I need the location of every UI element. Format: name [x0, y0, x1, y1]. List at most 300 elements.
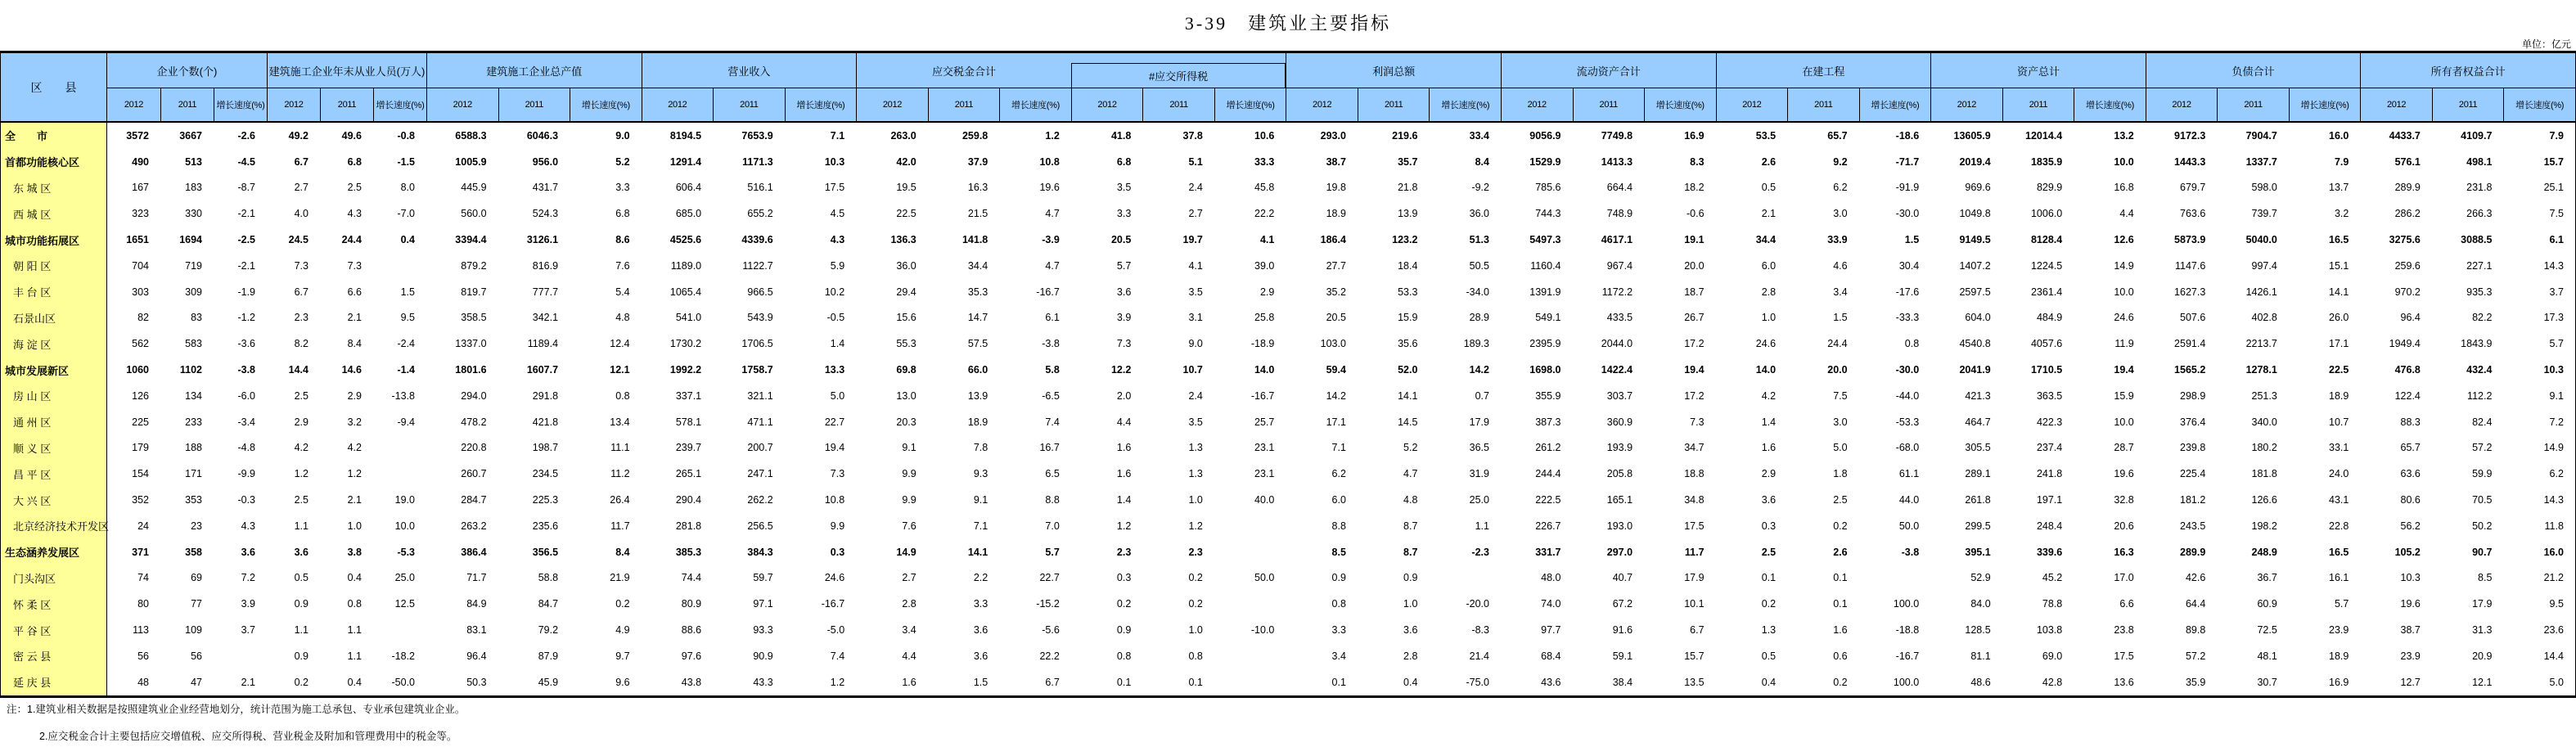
- data-cell: 183: [185, 182, 202, 194]
- data-cell: 1801.6: [455, 364, 487, 376]
- data-cell: 87.9: [538, 650, 559, 662]
- data-cell: 2.7: [1188, 208, 1203, 220]
- data-cell: 2213.7: [2245, 338, 2277, 350]
- data-cell: 8.5: [2478, 572, 2493, 584]
- data-cell: 1.2: [1116, 520, 1132, 532]
- data-cell: 17.9: [1684, 572, 1705, 584]
- statistics-table: [0, 51, 2576, 698]
- data-cell: 576.1: [2394, 155, 2421, 168]
- region-label: 房 山 区: [1, 383, 107, 409]
- data-cell: 748.9: [1606, 208, 1633, 220]
- data-cell: 16.9: [1684, 129, 1705, 142]
- subheader-cell: 2011: [498, 88, 570, 121]
- data-cell: 281.8: [675, 520, 702, 532]
- data-cell: -10.0: [1250, 624, 1275, 637]
- data-cell: 90.9: [753, 650, 773, 662]
- data-cell: 0.2: [1761, 598, 1777, 610]
- data-cell: 1992.2: [669, 364, 702, 376]
- data-cell: 3.6: [294, 546, 308, 558]
- data-cell: 112.2: [2467, 389, 2493, 402]
- data-cell: 7.5: [2549, 208, 2564, 220]
- region-label: 生态涵养发展区: [1, 539, 107, 565]
- subheader-cell: 2012: [267, 88, 320, 121]
- data-cell: 1.1: [347, 624, 362, 637]
- data-cell: 7.1: [830, 129, 845, 142]
- data-cell: 739.7: [2251, 208, 2277, 220]
- data-cell: 56: [191, 650, 202, 662]
- data-cell: 67.2: [1612, 598, 1633, 610]
- data-cell: 997.4: [2251, 259, 2277, 272]
- data-cell: 32.8: [2114, 494, 2134, 506]
- data-cell: -16.7: [1250, 389, 1275, 402]
- data-cell: [1214, 539, 1286, 565]
- data-cell: -1.2: [237, 312, 255, 324]
- data-cell: 0.4: [400, 234, 415, 246]
- data-cell: 16.1: [2329, 572, 2349, 584]
- data-cell: 719: [185, 259, 202, 272]
- data-cell: 181.2: [2180, 494, 2206, 506]
- data-cell: 9.5: [2549, 598, 2564, 610]
- data-cell: 83: [191, 312, 202, 324]
- data-cell: 11.2: [610, 468, 630, 480]
- table-row: [1, 409, 2575, 435]
- data-cell: 8.6: [615, 234, 630, 246]
- data-cell: 421.8: [532, 416, 559, 428]
- data-cell: 1171.3: [742, 155, 773, 168]
- data-cell: 69.8: [896, 364, 916, 376]
- region-label: 北京经济技术开发区: [1, 513, 107, 539]
- data-cell: 9.6: [615, 676, 630, 688]
- data-cell: 4.0: [294, 208, 308, 220]
- data-cell: 358.5: [461, 312, 487, 324]
- data-cell: 97.1: [753, 598, 773, 610]
- data-cell: 9149.5: [1959, 234, 1991, 246]
- data-cell: 10.3: [824, 155, 845, 168]
- data-cell: 26.7: [1684, 312, 1705, 324]
- data-cell: 7.2: [2549, 416, 2564, 428]
- data-cell: 14.2: [1469, 364, 1489, 376]
- data-cell: 14.9: [896, 546, 916, 558]
- data-cell: 4540.8: [1959, 338, 1991, 350]
- data-cell: 14.1: [967, 546, 989, 558]
- data-cell: 3.6: [1761, 494, 1777, 506]
- data-cell: 6.0: [1761, 259, 1777, 272]
- data-cell: 38.4: [1612, 676, 1633, 688]
- data-cell: 339.6: [2036, 546, 2063, 558]
- data-cell: 51.3: [1469, 234, 1489, 246]
- data-cell: 103.0: [1320, 338, 1346, 350]
- column-group-header: [856, 53, 1071, 88]
- column-group-header: [642, 53, 857, 88]
- data-cell: 24.6: [2114, 312, 2134, 324]
- data-cell: 1.6: [1833, 624, 1848, 637]
- data-cell: 543.9: [747, 312, 773, 324]
- data-cell: 12.1: [2472, 676, 2493, 688]
- data-cell: 4.3: [830, 234, 845, 246]
- data-cell: 395.1: [1965, 546, 1991, 558]
- data-cell: 82: [137, 312, 149, 324]
- data-cell: -2.1: [237, 208, 255, 220]
- data-cell: 43.1: [2329, 494, 2349, 506]
- data-cell: 20.5: [1326, 312, 1346, 324]
- data-cell: -5.3: [397, 546, 415, 558]
- data-cell: 4.4: [2119, 208, 2134, 220]
- data-cell: 1337.7: [2245, 155, 2277, 168]
- data-cell: -44.0: [1895, 389, 1920, 402]
- data-cell: 48: [137, 676, 149, 688]
- data-cell: 0.8: [1904, 338, 1920, 350]
- data-cell: 14.1: [1398, 389, 1418, 402]
- column-group-header: [1930, 53, 2146, 88]
- data-cell: -71.7: [1895, 155, 1920, 168]
- data-cell: 171: [185, 468, 202, 480]
- data-cell: 309: [185, 286, 202, 298]
- data-cell: -2.4: [397, 338, 415, 350]
- data-cell: 17.5: [1684, 520, 1705, 532]
- data-cell: 3.2: [2334, 208, 2349, 220]
- subheader-cell: 2012: [642, 88, 714, 121]
- table-row: [1, 331, 2575, 357]
- subheader-cell: 2011: [1358, 88, 1430, 121]
- data-cell: [373, 461, 426, 487]
- data-cell: 3.5: [1188, 286, 1203, 298]
- data-cell: 22.7: [824, 416, 845, 428]
- data-cell: -3.8: [1042, 338, 1060, 350]
- data-cell: 3.7: [2549, 286, 2564, 298]
- region-label: 城市功能拓展区: [1, 227, 107, 253]
- data-cell: 20.0: [1827, 364, 1848, 376]
- data-cell: 3.5: [1116, 182, 1132, 194]
- data-cell: -3.8: [1901, 546, 1920, 558]
- data-cell: 19.8: [1326, 182, 1346, 194]
- data-cell: 36.5: [1469, 442, 1489, 454]
- data-cell: 1.4: [1116, 494, 1132, 506]
- data-cell: 0.1: [1188, 676, 1203, 688]
- data-cell: 9.9: [902, 494, 916, 506]
- data-cell: 3.4: [1331, 650, 1346, 662]
- data-cell: 6.2: [1331, 468, 1346, 480]
- data-cell: 165.1: [1606, 494, 1633, 506]
- data-cell: 18.4: [1398, 259, 1418, 272]
- data-cell: 2019.4: [1959, 155, 1991, 168]
- data-cell: 9.1: [973, 494, 989, 506]
- data-cell: 19.4: [824, 442, 845, 454]
- data-cell: 1.2: [1045, 129, 1060, 142]
- data-cell: 0.9: [1331, 572, 1346, 584]
- subheader-cell: 增长速度(%): [999, 88, 1071, 121]
- data-cell: 59.4: [1326, 364, 1346, 376]
- data-cell: 1835.9: [2030, 155, 2063, 168]
- data-cell: 12.5: [394, 598, 415, 610]
- region-label: 密 云 县: [1, 643, 107, 669]
- data-cell: 16.9: [2329, 676, 2349, 688]
- data-cell: 0.5: [294, 572, 308, 584]
- data-cell: 1337.0: [455, 338, 487, 350]
- data-cell: 5.9: [830, 259, 845, 272]
- data-cell: 1.6: [1116, 442, 1132, 454]
- data-cell: 45.8: [1254, 182, 1275, 194]
- data-cell: 1391.9: [1529, 286, 1561, 298]
- table-row: [1, 435, 2575, 461]
- subheader-cell: 增长速度(%): [2503, 88, 2575, 121]
- data-cell: 2395.9: [1529, 338, 1561, 350]
- subheader-cell: 2011: [2217, 88, 2289, 121]
- data-cell: 1.8: [1833, 468, 1848, 480]
- data-cell: 2.4: [1188, 389, 1203, 402]
- data-cell: 1627.3: [2174, 286, 2206, 298]
- data-cell: 342.1: [532, 312, 559, 324]
- data-cell: 0.8: [1188, 650, 1203, 662]
- data-cell: 0.4: [1403, 676, 1418, 688]
- data-cell: 7653.9: [741, 129, 773, 142]
- region-label: 顺 义 区: [1, 435, 107, 461]
- data-cell: 490: [132, 155, 149, 168]
- data-cell: 88.3: [2400, 416, 2421, 428]
- data-cell: 24.6: [824, 572, 845, 584]
- data-cell: 17.2: [1684, 389, 1705, 402]
- region-label: 城市发展新区: [1, 357, 107, 383]
- data-cell: 78.8: [2042, 598, 2063, 610]
- data-cell: 5873.9: [2174, 234, 2206, 246]
- data-cell: 2597.5: [1959, 286, 1991, 298]
- table-row: [1, 539, 2575, 565]
- data-cell: -30.0: [1895, 208, 1920, 220]
- data-cell: 524.3: [532, 208, 559, 220]
- region-label: 西 城 区: [1, 200, 107, 227]
- data-cell: 33.4: [1469, 129, 1489, 142]
- data-cell: 265.1: [675, 468, 702, 480]
- data-cell: 179: [132, 442, 149, 454]
- data-cell: 0.9: [1403, 572, 1418, 584]
- data-cell: 2.5: [294, 389, 308, 402]
- data-cell: 1949.4: [2389, 338, 2421, 350]
- data-cell: 220.8: [461, 442, 487, 454]
- table-row: [1, 591, 2575, 617]
- data-cell: 225.4: [2180, 468, 2206, 480]
- data-cell: 43.3: [753, 676, 773, 688]
- data-cell: 14.4: [288, 364, 308, 376]
- data-cell: 262.2: [747, 494, 773, 506]
- data-cell: 289.9: [2394, 182, 2421, 194]
- data-cell: -7.0: [397, 208, 415, 220]
- table-header: [1, 53, 2575, 123]
- data-cell: 3126.1: [526, 234, 559, 246]
- data-cell: 879.2: [461, 259, 487, 272]
- data-cell: 1102: [179, 364, 202, 376]
- data-cell: 244.4: [1535, 468, 1561, 480]
- data-cell: 69: [191, 572, 202, 584]
- data-cell: 10.0: [2114, 416, 2134, 428]
- data-cell: 38.7: [1326, 155, 1346, 168]
- data-cell: 23: [191, 520, 202, 532]
- data-cell: 59.7: [753, 572, 773, 584]
- data-cell: 1.2: [347, 468, 362, 480]
- data-cell: 289.9: [2180, 546, 2206, 558]
- data-cell: 7.4: [1045, 416, 1060, 428]
- data-cell: 7.8: [973, 442, 989, 454]
- data-cell: 3394.4: [455, 234, 487, 246]
- subheader-cell: 2011: [320, 88, 373, 121]
- column-group-label: 营业收入: [727, 65, 771, 78]
- data-cell: 3.9: [1116, 312, 1132, 324]
- data-cell: 4.7: [1045, 259, 1060, 272]
- data-cell: 297.0: [1606, 546, 1633, 558]
- data-cell: 167: [132, 182, 149, 194]
- data-cell: 0.2: [294, 676, 308, 688]
- data-cell: 189.3: [1463, 338, 1489, 350]
- data-cell: [373, 253, 426, 279]
- data-cell: 363.5: [2036, 389, 2063, 402]
- data-cell: 17.2: [1684, 338, 1705, 350]
- region-label: 全 市: [1, 123, 107, 149]
- data-cell: 13605.9: [1953, 129, 1991, 142]
- data-cell: 21.2: [2543, 572, 2564, 584]
- data-cell: 606.4: [675, 182, 702, 194]
- data-cell: 785.6: [1535, 182, 1561, 194]
- data-cell: 11.8: [2544, 520, 2564, 532]
- data-cell: 0.3: [830, 546, 845, 558]
- data-cell: 3.6: [1403, 624, 1418, 637]
- data-cell: 1706.5: [741, 338, 773, 350]
- data-cell: 15.6: [896, 312, 916, 324]
- data-cell: 9056.9: [1529, 129, 1561, 142]
- data-cell: 10.3: [2543, 364, 2564, 376]
- data-cell: 17.1: [2329, 338, 2349, 350]
- data-cell: 2.8: [1403, 650, 1418, 662]
- data-cell: 2.0: [1116, 389, 1132, 402]
- data-cell: 3.3: [973, 598, 989, 610]
- data-cell: 13.0: [896, 389, 916, 402]
- data-cell: 1.1: [294, 520, 308, 532]
- data-cell: 14.5: [1398, 416, 1418, 428]
- data-cell: 261.8: [1965, 494, 1991, 506]
- data-cell: 1006.0: [2030, 208, 2063, 220]
- data-cell: 7.9: [2334, 155, 2349, 168]
- data-cell: 44.0: [1898, 494, 1920, 506]
- data-cell: 14.0: [1254, 364, 1275, 376]
- data-cell: [1214, 643, 1286, 669]
- data-cell: 3.8: [347, 546, 362, 558]
- data-cell: 6.1: [2549, 234, 2564, 246]
- data-cell: 3.9: [241, 598, 255, 610]
- data-cell: 1710.5: [2030, 364, 2063, 376]
- data-cell: 4525.6: [669, 234, 702, 246]
- data-cell: 23.6: [2543, 624, 2564, 637]
- data-cell: 5.2: [615, 155, 630, 168]
- column-group-label: 利润总额: [1372, 65, 1416, 78]
- data-cell: 9.9: [902, 468, 916, 480]
- data-cell: 2.5: [347, 182, 362, 194]
- data-cell: 9.1: [2549, 389, 2564, 402]
- data-cell: 4.3: [241, 520, 255, 532]
- data-cell: 1422.4: [1601, 364, 1633, 376]
- data-cell: -0.6: [1687, 208, 1705, 220]
- data-cell: 294.0: [461, 389, 487, 402]
- data-cell: 1.5: [400, 286, 415, 298]
- data-cell: 14.7: [967, 312, 989, 324]
- data-cell: 43.8: [681, 676, 702, 688]
- data-cell: 6.7: [294, 286, 308, 298]
- data-cell: 35.3: [967, 286, 989, 298]
- column-group-label: 资产总计: [2016, 65, 2060, 78]
- data-cell: 2044.0: [1601, 338, 1633, 350]
- data-cell: 2.7: [294, 182, 308, 194]
- data-cell: 74: [137, 572, 149, 584]
- data-cell: 4.8: [1403, 494, 1418, 506]
- data-cell: 969.6: [1965, 182, 1991, 194]
- data-cell: 19.6: [2114, 468, 2134, 480]
- data-cell: 0.9: [294, 598, 308, 610]
- data-cell: 0.8: [347, 598, 362, 610]
- data-cell: 1.2: [1188, 520, 1203, 532]
- data-cell: 6.6: [2119, 598, 2134, 610]
- data-cell: 1122.7: [742, 259, 773, 272]
- region-label: 丰 台 区: [1, 279, 107, 305]
- data-cell: 11.7: [1684, 546, 1705, 558]
- data-cell: 386.4: [461, 546, 487, 558]
- data-cell: 122.4: [2394, 389, 2421, 402]
- data-cell: 679.7: [2180, 182, 2206, 194]
- column-group-header: [267, 53, 426, 88]
- data-cell: 198.2: [2251, 520, 2277, 532]
- data-cell: 4.7: [1045, 208, 1060, 220]
- data-cell: -0.8: [397, 129, 415, 142]
- data-cell: 4.8: [615, 312, 630, 324]
- table-row: [1, 669, 2575, 695]
- column-group-header: [1071, 53, 1286, 88]
- data-cell: 30.4: [1898, 259, 1920, 272]
- data-cell: 5.7: [1116, 259, 1132, 272]
- data-cell: 421.3: [1965, 389, 1991, 402]
- data-cell: 58.8: [538, 572, 559, 584]
- data-cell: 4.1: [1188, 259, 1203, 272]
- table-row: [1, 565, 2575, 592]
- data-cell: 7749.8: [1601, 129, 1633, 142]
- data-cell: 35.6: [1398, 338, 1418, 350]
- data-cell: -8.7: [237, 182, 255, 194]
- data-cell: 222.5: [1535, 494, 1561, 506]
- data-cell: 3.3: [615, 182, 630, 194]
- data-cell: 583: [185, 338, 202, 350]
- data-cell: 18.9: [1326, 208, 1346, 220]
- data-cell: 360.9: [1606, 416, 1633, 428]
- data-cell: 0.5: [1761, 182, 1777, 194]
- region-label: 延 庆 县: [1, 669, 107, 695]
- data-cell: 235.6: [532, 520, 559, 532]
- data-cell: 422.3: [2036, 416, 2063, 428]
- data-cell: 193.9: [1606, 442, 1633, 454]
- data-cell: 14.3: [2543, 494, 2564, 506]
- region-label: 东 城 区: [1, 175, 107, 201]
- data-cell: 10.6: [1254, 129, 1275, 142]
- data-cell: 239.8: [2180, 442, 2206, 454]
- subheader-cell: 2011: [928, 88, 1000, 121]
- data-cell: 1730.2: [669, 338, 702, 350]
- data-cell: 77: [191, 598, 202, 610]
- data-cell: 956.0: [532, 155, 559, 168]
- data-cell: 36.7: [2257, 572, 2277, 584]
- data-cell: -16.7: [1895, 650, 1920, 662]
- data-cell: 431.7: [532, 182, 559, 194]
- data-cell: 5.1: [1188, 155, 1203, 168]
- data-cell: 15.7: [2543, 155, 2564, 168]
- data-cell: 10.7: [1182, 364, 1203, 376]
- data-cell: 12.6: [2114, 234, 2134, 246]
- data-cell: 80.9: [681, 598, 702, 610]
- group-header-row: [107, 53, 2575, 88]
- footnotes: [7, 704, 465, 743]
- table-body: [1, 123, 2575, 695]
